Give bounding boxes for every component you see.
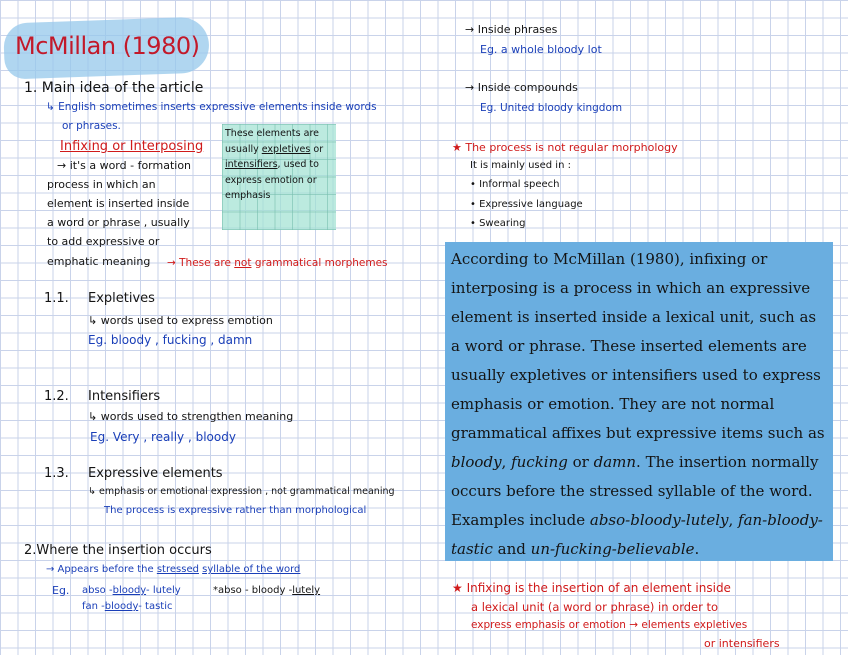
summary-text: . The insertion normally occurs before the stressed syllable of the word. Examples include	[451, 453, 819, 529]
summary-text: ,	[501, 453, 512, 471]
summary-term: fucking	[511, 453, 568, 471]
example-part: abso -	[82, 585, 113, 596]
summary-term: damn	[593, 453, 637, 471]
subsection-desc: ↳ words used to express emotion	[88, 314, 273, 327]
morpheme-note-not: not	[234, 257, 252, 269]
summary-box	[445, 242, 833, 561]
section-2-line	[46, 564, 300, 575]
box-line: These elements are	[225, 128, 319, 139]
section-2-example	[82, 601, 172, 612]
subsection-title-expletives: Expletives	[88, 291, 155, 306]
footer-line: or intensifiers	[704, 637, 780, 650]
definition-line: process in which an	[47, 178, 156, 191]
footer-line: a lexical unit (a word or phrase) in order to	[471, 600, 719, 614]
phrases-example: Eg. a whole bloody lot	[480, 43, 602, 56]
subsection-desc: ↳ words used to strengthen meaning	[88, 410, 294, 423]
section-2-text: syllable of the word	[202, 564, 301, 575]
definition-line: a word or phrase , usually	[47, 216, 190, 229]
definition-term: Infixing or Interposing	[60, 139, 204, 154]
box-word: or	[313, 143, 324, 155]
summary-example: fan-bloody-tastic	[451, 511, 823, 558]
summary-text: ,	[728, 511, 739, 529]
example-part: *abso - bloody -	[213, 585, 293, 596]
usage-bullet: • Informal speech	[470, 179, 560, 190]
subsection-title-intensifiers: Intensifiers	[88, 389, 161, 404]
compounds-example: Eg. United bloody kingdom	[480, 102, 623, 114]
box-line	[225, 157, 337, 173]
section-2-eg-label: Eg.	[52, 584, 70, 597]
subsection-number: 1.2.	[44, 389, 69, 404]
morphology-note: ★ The process is not regular morphology	[452, 141, 678, 154]
section-1-heading: 1. Main idea of the article	[24, 80, 204, 96]
box-word-expletives: expletives	[261, 143, 311, 155]
morpheme-note	[167, 257, 388, 269]
summary-term: bloody	[451, 453, 502, 471]
box-word: usually	[225, 143, 259, 155]
definition-line: → it's a word - formation	[57, 159, 192, 172]
section-1-note: ↳ English sometimes inserts expressive elements inside words	[46, 101, 377, 113]
section-2-example	[82, 585, 181, 596]
box-line: express emotion or	[225, 174, 317, 186]
footer-line: express emphasis or emotion → elements expletives	[471, 619, 748, 631]
usage-bullet: • Expressive language	[470, 199, 583, 210]
subsection-number: 1.3.	[44, 466, 69, 481]
usage-intro: It is mainly used in :	[470, 160, 571, 171]
box-line	[225, 142, 337, 158]
summary-text: According to McMillan (1980), infixing or interposing is a process in which an expressive element is inserted inside a lexical unit, such as a word or phrase. These inserted elements are usually expletives or intensifiers used to express emphasis or emotion. They are not normal grammatical affixes but expressive items such as	[451, 250, 825, 442]
example-infix: bloody	[112, 585, 147, 596]
example-infix: bloody	[104, 601, 139, 612]
subsection-note: The process is expressive rather than morphological	[104, 505, 367, 516]
section-1-note-cont: or phrases.	[62, 120, 121, 132]
box-line: emphasis	[225, 190, 271, 201]
summary-text: .	[694, 540, 700, 558]
section-2-wrong-example	[213, 585, 320, 596]
section-2-stressed: stressed	[156, 564, 199, 575]
subsection-example: Eg. bloody , fucking , damn	[88, 333, 253, 347]
page-title: McMillan (1980)	[15, 32, 200, 60]
compounds-heading: → Inside compounds	[465, 81, 578, 94]
morpheme-note-tail: grammatical morphemes	[254, 257, 388, 269]
usage-bullet: • Swearing	[470, 218, 526, 229]
example-part: fan -	[82, 601, 105, 612]
summary-example: un-fucking-believable	[530, 540, 695, 558]
example-part: - lutely	[146, 585, 181, 596]
definition-line: element is inserted inside	[47, 197, 190, 210]
subsection-example: Eg. Very , really , bloody	[90, 430, 236, 444]
box-word: , used to	[277, 159, 319, 170]
example-part: - tastic	[138, 601, 173, 612]
definition-line: emphatic meaning	[47, 255, 151, 268]
box-word-intensifiers: intensifiers	[225, 159, 278, 170]
summary-text: or	[567, 453, 594, 471]
definition-line: to add expressive or	[47, 235, 160, 248]
phrases-heading: → Inside phrases	[465, 23, 558, 36]
summary-example: abso-bloody-lutely	[589, 511, 729, 529]
summary-text: and	[492, 540, 531, 558]
subsection-desc: ↳ emphasis or emotional expression , not grammatical meaning	[88, 486, 395, 497]
subsection-title-expressive: Expressive elements	[88, 466, 223, 481]
subsection-number: 1.1.	[44, 291, 69, 306]
footer-line: ★ Infixing is the insertion of an element inside	[452, 581, 731, 595]
morpheme-note-lead: → These are	[167, 257, 231, 269]
section-2-heading: 2.Where the insertion occurs	[24, 543, 212, 558]
example-part: lutely	[292, 585, 321, 596]
box-text	[225, 126, 337, 204]
section-2-text: → Appears before the	[46, 564, 154, 575]
